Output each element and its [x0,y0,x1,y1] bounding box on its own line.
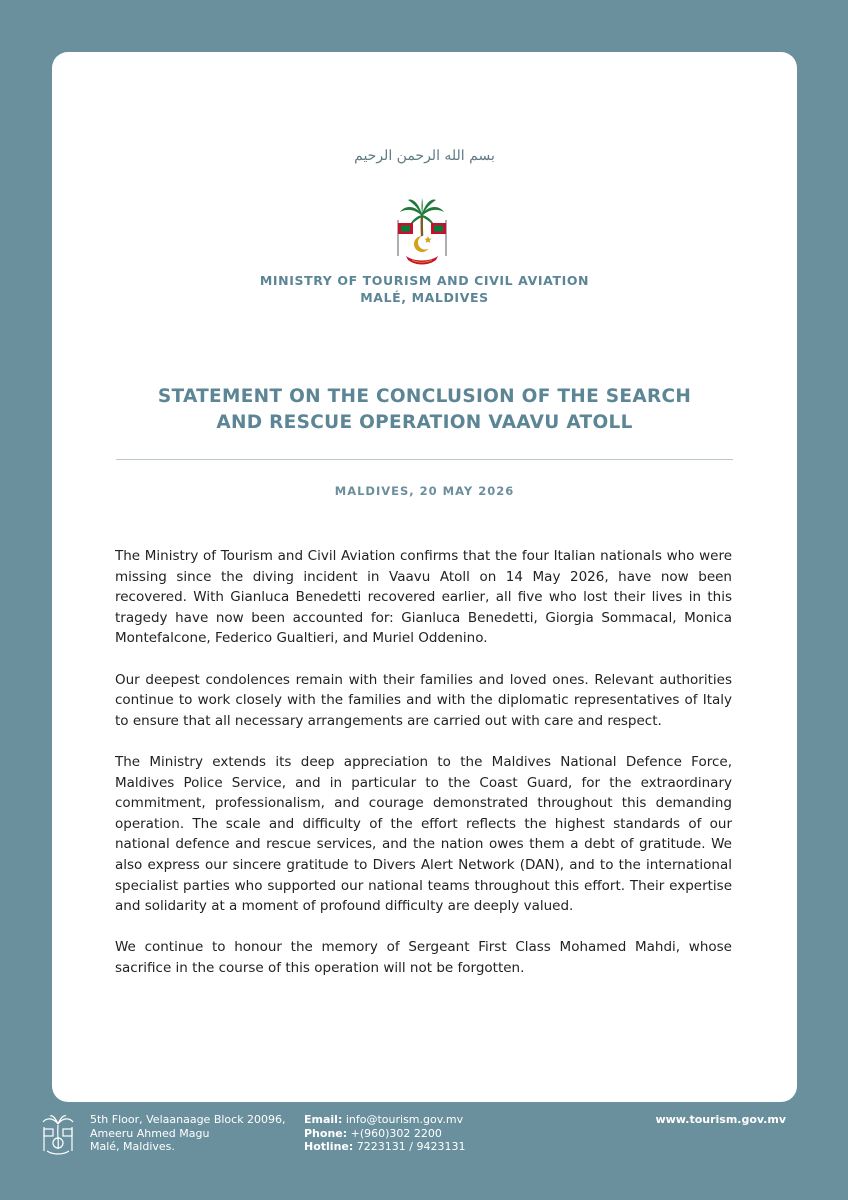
footer-contact [304,1113,465,1154]
dateline: MALDIVES, 20 MAY 2026 [334,484,515,498]
phone-row [304,1127,465,1141]
ministry-location: MALÉ, MALDIVES [360,290,489,305]
paragraph: We continue to honour the memory of Sergeant First Class Mohamed Mahdi, whose sacrifice in the course of this operation will not be forgotten. [115,939,732,976]
bismillah-calligraphy: بسم الله الرحمن الرحيم [354,148,495,164]
email-row [304,1113,465,1127]
email-label: Email: [304,1113,343,1126]
title-divider [116,459,733,460]
phone-number: +(960)302 2200 [350,1126,442,1140]
paragraph: The Ministry of Tourism and Civil Aviation confirms that the four Italian nationals who were missing since the diving incident in Vaavu Atoll on 14 May 2026, have now been recovered. With Gianluca Benedetti recovered earlier, all five who lost their lives in this tragedy have now been accounted for: Gianluca Benedetti, Giorgia Sommacal, Monica Montefalcone, Federico Gualtieri, and Muriel Oddenino. [115,548,732,647]
statement-page [52,52,797,1102]
statement-title [92,384,757,436]
maldives-emblem-outline-icon [38,1113,78,1159]
footer-address [90,1113,286,1154]
statement-title-line1: STATEMENT ON THE CONCLUSION OF THE SEARCH [157,386,692,407]
phone-label: Phone: [304,1126,348,1140]
maldives-state-emblem-icon [388,194,456,270]
statement-title-line2: AND RESCUE OPERATION VAAVU ATOLL [216,412,633,433]
email-link[interactable]: info@tourism.gov.mv [345,1113,464,1126]
hotline-row [304,1140,465,1154]
hotline-number: 7223131 / 9423131 [356,1140,466,1153]
address-line: 5th Floor, Velaanaage Block 20096, [90,1113,286,1126]
hotline-label: Hotline: [304,1140,354,1153]
address-line: Malé, Maldives. [90,1140,175,1153]
statement-body [115,546,732,999]
ministry-name [52,272,797,306]
address-line: Ameeru Ahmed Magu [90,1126,210,1140]
paragraph: Our deepest condolences remain with their families and loved ones. Relevant authorities continue to work closely with the families and with the diplomatic representatives of Italy to ensure that all necessary arrangements are carried out with care and respect. [115,671,732,729]
paragraph: The Ministry extends its deep appreciation to the Maldives National Defence Force, Maldives Police Service, and in particular to the Coast Guard, for the extraordinary commitment, professionalism, and courage demonstrated throughout this demanding operation. The scale and difficulty of the effort reflects the highest standards of our national defence and rescue services, and the nation owes them a debt of gratitude. We also express our sincere gratitude to Divers Alert Network (DAN), and to the international specialist parties who supported our national teams throughout this effort. Their expertise and solidarity at a moment of profound difficulty are deeply valued. [115,753,732,915]
footer [0,1103,848,1200]
website-link[interactable]: www.tourism.gov.mv [655,1113,786,1126]
ministry-name-line1: MINISTRY OF TOURISM AND CIVIL AVIATION [259,273,590,288]
